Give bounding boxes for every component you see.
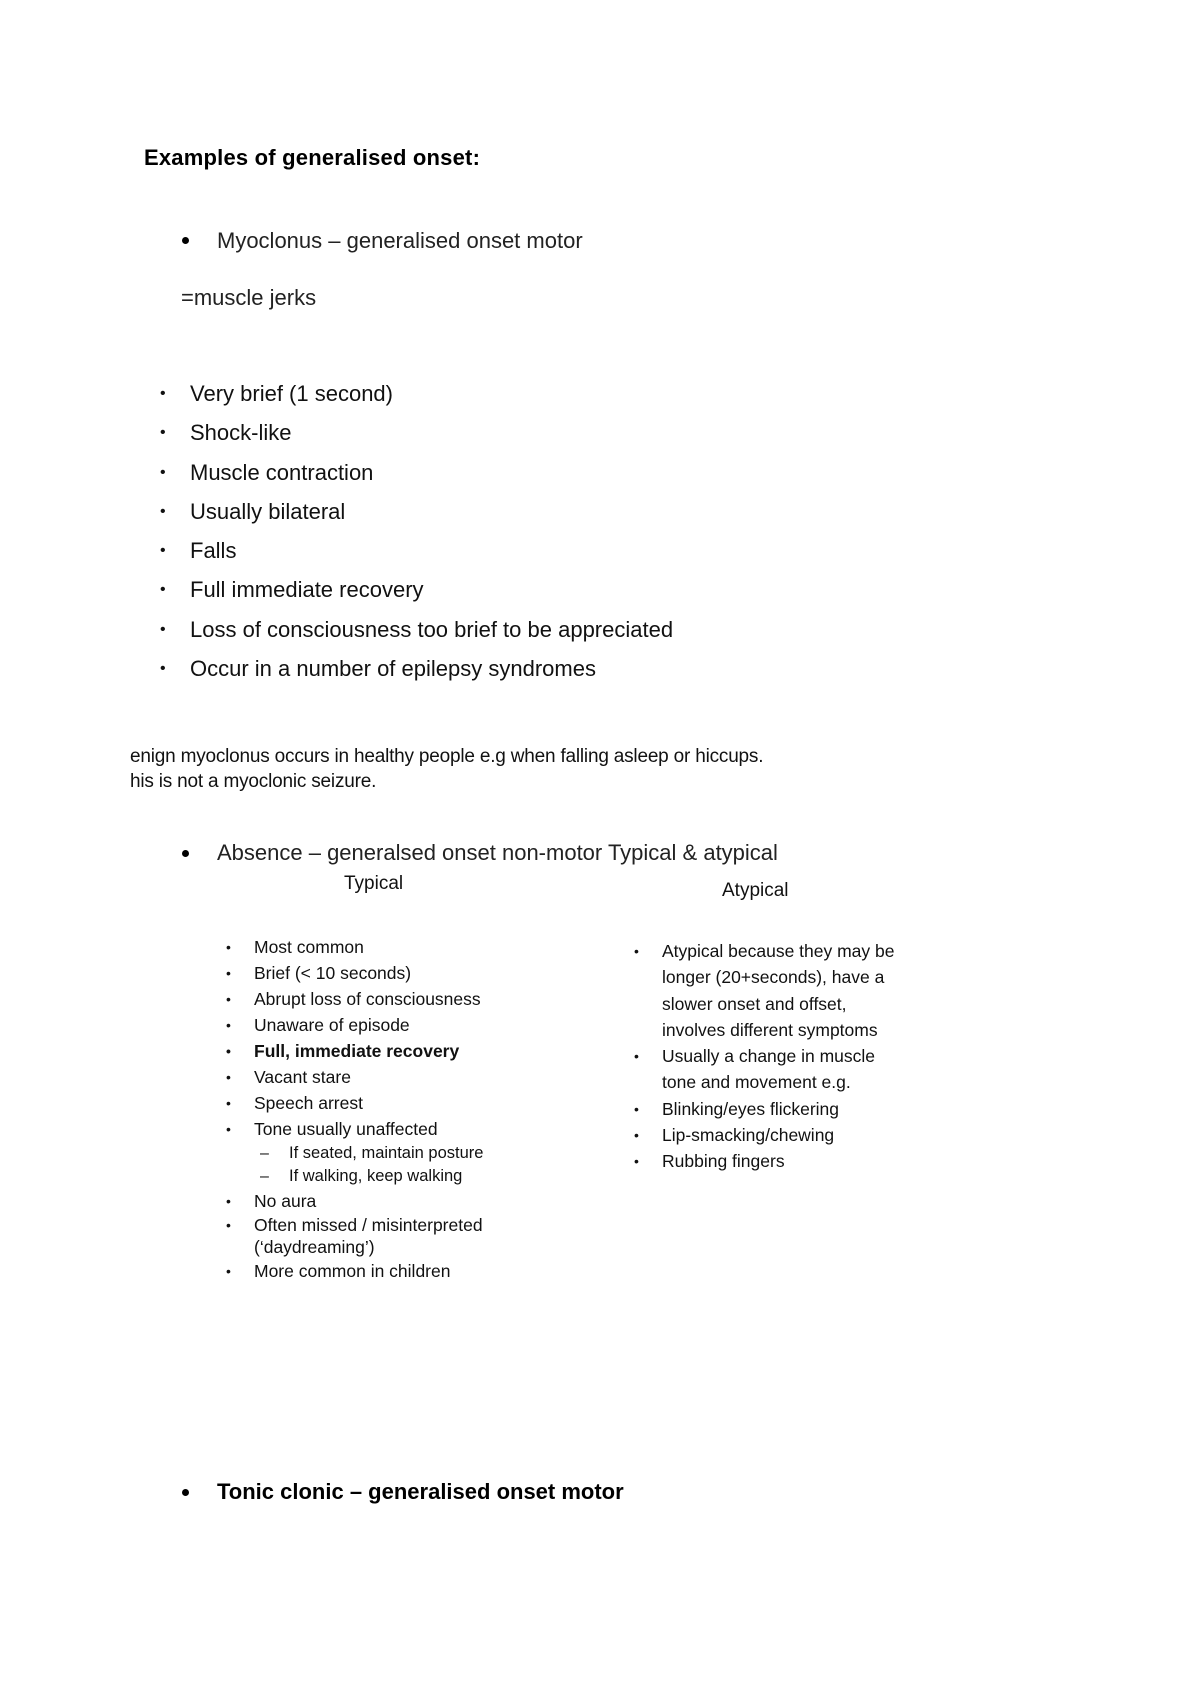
typical-item-text: No aura	[254, 1191, 317, 1211]
myoclonus-point	[158, 649, 673, 688]
tonic-clonic-title: Tonic clonic – generalised onset motor	[217, 1479, 624, 1504]
typical-item	[224, 1236, 483, 1258]
atypical-item	[632, 1069, 895, 1095]
typical-item	[224, 1165, 483, 1188]
bullet-glyph: •	[226, 1017, 231, 1033]
bullet-dot	[182, 850, 189, 857]
atypical-item	[632, 938, 895, 964]
bullet-glyph: –	[260, 1168, 269, 1185]
myoclonus-point	[158, 531, 673, 570]
myoclonus-point-text: Usually bilateral	[190, 498, 346, 524]
typical-item-text: Most common	[254, 937, 364, 957]
typical-item	[224, 1142, 483, 1165]
atypical-item	[632, 1096, 895, 1122]
atypical-item-text: slower onset and offset,	[662, 993, 847, 1014]
bullet-glyph: •	[160, 542, 166, 560]
typical-item	[224, 1214, 483, 1236]
typical-item	[224, 934, 483, 960]
myoclonus-point	[158, 570, 673, 609]
myoclonus-title: Myoclonus – generalised onset motor	[217, 228, 583, 253]
bullet-glyph: •	[226, 939, 231, 955]
atypical-item	[632, 1148, 895, 1174]
bullet-glyph: •	[226, 991, 231, 1007]
typical-item	[224, 1258, 483, 1284]
absence-title: Absence – generalsed onset non-motor Typical & atypical	[217, 840, 778, 865]
bullet-glyph: •	[226, 1217, 231, 1233]
typical-item-text: Full, immediate recovery	[254, 1041, 460, 1061]
bullet-glyph: •	[226, 1193, 231, 1209]
bullet-glyph: •	[226, 1095, 231, 1111]
myoclonus-point	[158, 413, 673, 452]
typical-item-text: Vacant stare	[254, 1067, 351, 1087]
myoclonus-point	[158, 453, 673, 492]
typical-item	[224, 1012, 483, 1038]
atypical-item-text: Atypical because they may be	[662, 941, 895, 961]
bullet-glyph: •	[160, 660, 166, 678]
benign-note-line-2: his is not a myoclonic seizure.	[130, 771, 377, 792]
atypical-item	[632, 991, 895, 1017]
myoclonus-point-text: Full immediate recovery	[190, 577, 424, 603]
typical-item	[224, 1116, 483, 1142]
typical-features-list	[224, 934, 483, 1284]
typical-item-text: Abrupt loss of consciousness	[254, 989, 481, 1009]
atypical-column-title: Atypical	[722, 880, 789, 901]
myoclonus-points-list	[158, 374, 673, 688]
typical-item-text: Unaware of episode	[254, 1015, 410, 1035]
atypical-item-text: Rubbing fingers	[662, 1151, 785, 1172]
typical-item	[224, 1038, 483, 1064]
typical-item-text: Often missed / misinterpreted	[254, 1215, 483, 1235]
bullet-glyph: •	[634, 1127, 639, 1144]
typical-item	[224, 1064, 483, 1090]
bullet-glyph: •	[634, 1153, 639, 1170]
myoclonus-point	[158, 492, 673, 531]
atypical-item-text: involves different symptoms	[662, 1019, 878, 1040]
atypical-item-text: Usually a change in muscle	[662, 1046, 876, 1067]
benign-note-line-1: enign myoclonus occurs in healthy people e.g when falling asleep or hiccups.	[130, 746, 764, 767]
bullet-glyph: •	[634, 1048, 639, 1065]
bullet-glyph: •	[226, 965, 231, 981]
bullet-glyph: •	[226, 1043, 231, 1059]
myoclonus-point	[158, 374, 673, 413]
myoclonus-point-text: Occur in a number of epilepsy syndromes	[190, 656, 596, 682]
myoclonus-point	[158, 610, 673, 649]
typical-item	[224, 960, 483, 986]
typical-item-text: More common in children	[254, 1261, 451, 1281]
typical-item	[224, 1188, 483, 1214]
bullet-glyph: •	[226, 1263, 231, 1279]
typical-item-text: Tone usually unaffected	[254, 1119, 438, 1139]
typical-item-text: Speech arrest	[254, 1093, 363, 1113]
bullet-dot	[182, 237, 189, 244]
typical-item-text: If seated, maintain posture	[289, 1144, 484, 1162]
myoclonus-point-text: Very brief (1 second)	[190, 381, 393, 406]
atypical-item	[632, 964, 895, 990]
atypical-item-text: longer (20+seconds), have a	[662, 967, 885, 988]
bullet-glyph: •	[160, 385, 166, 402]
myoclonus-point-text: Muscle contraction	[190, 459, 374, 485]
atypical-item	[632, 1017, 895, 1043]
myoclonus-point-text: Falls	[190, 538, 237, 564]
atypical-item-text: tone and movement e.g.	[662, 1072, 851, 1093]
bullet-glyph: •	[160, 620, 166, 638]
myoclonus-note: =muscle jerks	[181, 285, 317, 310]
typical-item-text: If walking, keep walking	[289, 1167, 463, 1185]
bullet-glyph: –	[260, 1145, 269, 1162]
bullet-glyph: •	[634, 943, 639, 959]
atypical-item	[632, 1122, 895, 1148]
typical-item-text: (‘daydreaming’)	[254, 1237, 375, 1257]
myoclonus-point-text: Shock-like	[190, 420, 292, 446]
atypical-item-text: Lip-smacking/chewing	[662, 1125, 835, 1146]
bullet-glyph: •	[160, 502, 166, 520]
myoclonus-point-text: Loss of consciousness too brief to be appreciated	[190, 616, 674, 642]
bullet-dot	[182, 1489, 189, 1496]
typical-item	[224, 986, 483, 1012]
typical-column-title: Typical	[344, 873, 404, 894]
page-heading: Examples of generalised onset:	[144, 145, 481, 170]
bullet-glyph: •	[634, 1100, 639, 1117]
typical-item-text: Brief (< 10 seconds)	[254, 963, 412, 983]
bullet-glyph: •	[160, 424, 166, 442]
bullet-glyph: •	[160, 463, 166, 481]
bullet-glyph: •	[226, 1069, 231, 1085]
bullet-glyph: •	[160, 581, 166, 599]
atypical-item-text: Blinking/eyes flickering	[662, 1098, 840, 1119]
bullet-glyph: •	[226, 1121, 231, 1137]
atypical-features-list	[632, 938, 895, 1175]
atypical-item	[632, 1043, 895, 1069]
typical-item	[224, 1090, 483, 1116]
